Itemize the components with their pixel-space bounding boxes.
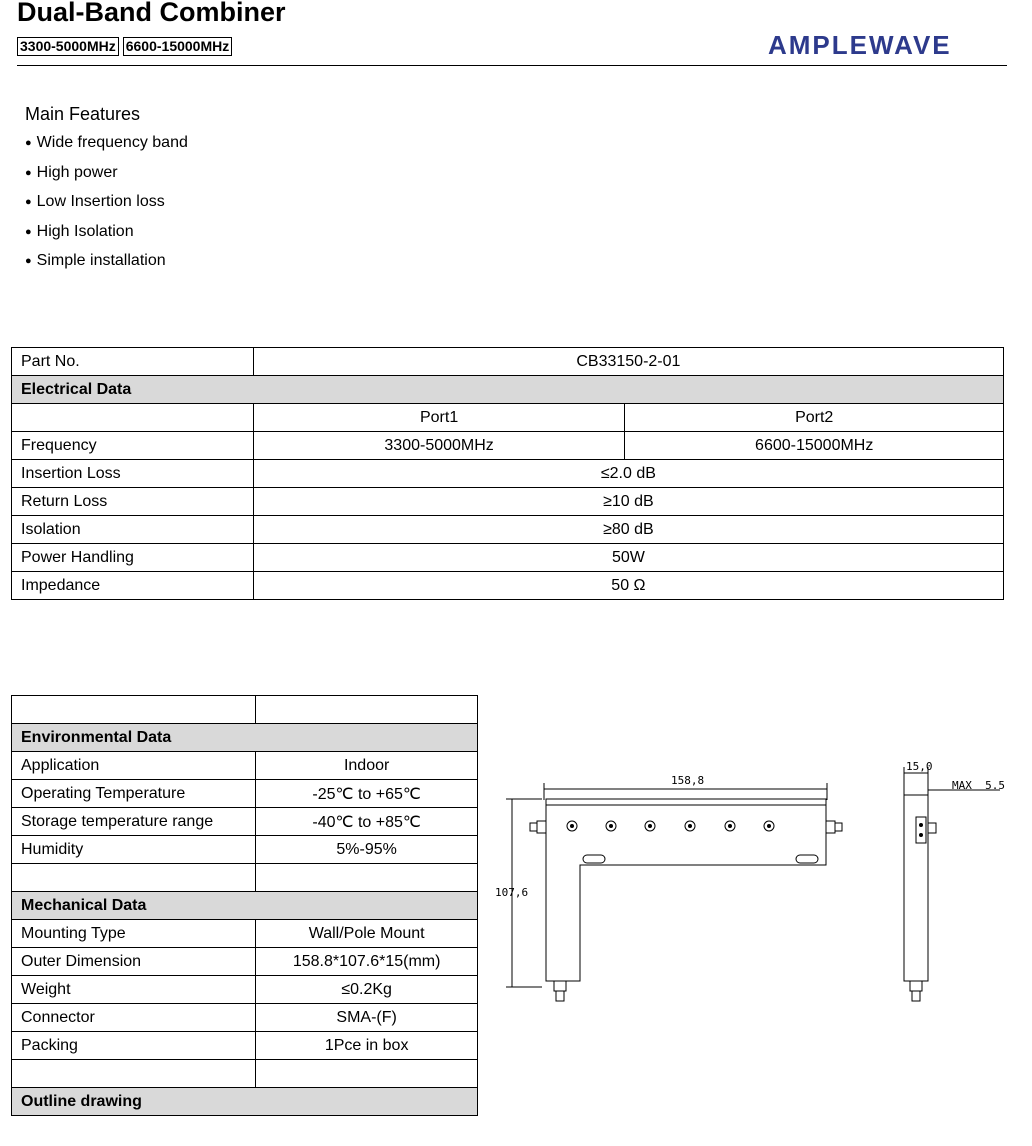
row-value: SMA-(F) xyxy=(256,1004,478,1032)
section-row xyxy=(12,724,478,752)
empty-cell xyxy=(256,1060,478,1088)
table-row xyxy=(12,544,1004,572)
row-label: Operating Temperature xyxy=(12,780,256,808)
row-label: Application xyxy=(12,752,256,780)
empty-cell xyxy=(12,1060,256,1088)
dim-width: 158,8 xyxy=(671,774,705,787)
header-divider xyxy=(17,65,1007,66)
table-row xyxy=(12,696,478,724)
table-row xyxy=(12,1004,478,1032)
row-label: Packing xyxy=(12,1032,256,1060)
row-label: Isolation xyxy=(12,516,254,544)
row-value: 50 Ω xyxy=(253,572,1003,600)
row-value: Indoor xyxy=(256,752,478,780)
dim-max: MAX 5.5 xyxy=(952,779,1005,792)
section-row xyxy=(12,1088,478,1116)
dim-height: 107,6 xyxy=(495,886,529,899)
section-row xyxy=(12,376,1004,404)
row-value: ≥80 dB xyxy=(253,516,1003,544)
table-row xyxy=(12,404,1004,432)
band-labels xyxy=(17,37,232,56)
row-value: -25℃ to +65℃ xyxy=(256,780,478,808)
table-row xyxy=(12,488,1004,516)
table-row xyxy=(12,920,478,948)
table-row xyxy=(12,432,1004,460)
row-label: Storage temperature range xyxy=(12,808,256,836)
row-value: ≤0.2Kg xyxy=(256,976,478,1004)
features-heading: Main Features xyxy=(25,104,141,124)
empty-cell xyxy=(256,864,478,892)
section-row xyxy=(12,892,478,920)
row-label: Impedance xyxy=(12,572,254,600)
brand-logo: AMPLEWAVE xyxy=(768,30,952,60)
row-value: -40℃ to +85℃ xyxy=(256,808,478,836)
row-label: Mounting Type xyxy=(12,920,256,948)
section-title: Outline drawing xyxy=(12,1088,478,1116)
row-label: Insertion Loss xyxy=(12,460,254,488)
empty-cell xyxy=(12,404,254,432)
table-row xyxy=(12,460,1004,488)
table-row xyxy=(12,516,1004,544)
part-label: Part No. xyxy=(12,348,254,376)
row-value: ≤2.0 dB xyxy=(253,460,1003,488)
row-label: Return Loss xyxy=(12,488,254,516)
table-row xyxy=(12,948,478,976)
table-row xyxy=(12,864,478,892)
page-title: Dual-Band Combiner xyxy=(17,0,286,27)
outline-drawing xyxy=(490,755,1010,1015)
row-value: ≥10 dB xyxy=(253,488,1003,516)
spec-table xyxy=(11,695,478,1116)
feature-item: ● Wide frequency band xyxy=(25,129,188,159)
row-value: 1Pce in box xyxy=(256,1032,478,1060)
feature-item: ● High Isolation xyxy=(25,218,188,248)
dim-depth: 15,0 xyxy=(906,760,933,773)
row-label: Connector xyxy=(12,1004,256,1032)
table-row xyxy=(12,752,478,780)
table-row xyxy=(12,348,1004,376)
feature-item: ● High power xyxy=(25,159,188,189)
row-value: 6600-15000MHz xyxy=(625,432,1004,460)
row-label: Outer Dimension xyxy=(12,948,256,976)
table-row xyxy=(12,976,478,1004)
port-header: Port2 xyxy=(625,404,1004,432)
band-label: 3300-5000MHz xyxy=(17,37,119,56)
row-value: 158.8*107.6*15(mm) xyxy=(256,948,478,976)
table-row xyxy=(12,836,478,864)
part-value: CB33150-2-01 xyxy=(253,348,1003,376)
empty-cell xyxy=(12,864,256,892)
table-row xyxy=(12,572,1004,600)
row-label: Frequency xyxy=(12,432,254,460)
row-value: 50W xyxy=(253,544,1003,572)
row-label: Humidity xyxy=(12,836,256,864)
table-row xyxy=(12,1032,478,1060)
row-label: Power Handling xyxy=(12,544,254,572)
row-value: 3300-5000MHz xyxy=(253,432,625,460)
section-title: Electrical Data xyxy=(12,376,1004,404)
table-row xyxy=(12,780,478,808)
table-row xyxy=(12,1060,478,1088)
section-title: Environmental Data xyxy=(12,724,478,752)
empty-cell xyxy=(256,696,478,724)
electrical-table xyxy=(11,347,1004,600)
section-title: Mechanical Data xyxy=(12,892,478,920)
empty-cell xyxy=(12,696,256,724)
row-value: 5%-95% xyxy=(256,836,478,864)
band-label: 6600-15000MHz xyxy=(123,37,233,56)
row-value: Wall/Pole Mount xyxy=(256,920,478,948)
main-features xyxy=(25,104,188,277)
port-header: Port1 xyxy=(253,404,625,432)
table-row xyxy=(12,808,478,836)
row-label: Weight xyxy=(12,976,256,1004)
feature-item: ● Low Insertion loss xyxy=(25,188,188,218)
feature-item: ● Simple installation xyxy=(25,247,188,277)
